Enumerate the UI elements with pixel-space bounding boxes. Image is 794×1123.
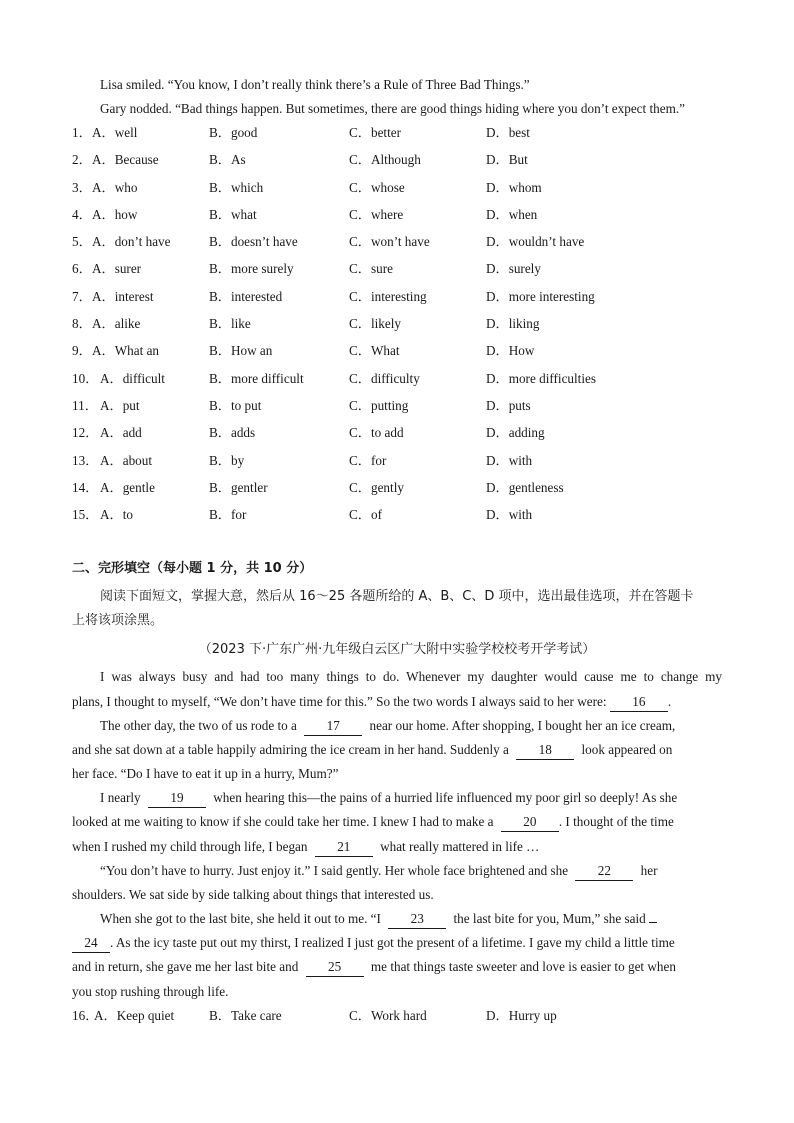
option-a: A．surer: [92, 261, 142, 277]
option-b: B．which: [209, 179, 264, 195]
option-a: A．alike: [92, 316, 141, 332]
option-d: D．liking: [486, 316, 540, 332]
option-c: C．Work hard: [349, 1008, 427, 1023]
option-a: A．about: [100, 452, 153, 468]
passage-line: and in return, she gave me her last bite and 25 me that things taste sweeter and love is easier to get when: [72, 955, 722, 979]
intro-line-1: Lisa smiled. “You know, I don’t really think there’s a Rule of Three Bad Things.”: [100, 77, 530, 92]
passage-line: The other day, the two of us rode to a 17 near our home. After shopping, I bought her an ice cream,: [100, 714, 750, 738]
option-row: [72, 285, 722, 312]
option-b: B．more difficult: [209, 370, 304, 386]
question-number: 14．: [72, 479, 99, 495]
passage-line: When she got to the last bite, she held it out to me. “I 23 the last bite for you, Mum,” she said: [100, 907, 750, 931]
option-row: [72, 394, 722, 421]
option-a: A．Keep quiet: [94, 1008, 175, 1023]
blank-22: 22: [575, 862, 633, 881]
option-a: A．interest: [92, 288, 154, 304]
blank-17: 17: [304, 717, 362, 736]
option-c: C．sure: [349, 261, 393, 277]
option-b: B．like: [209, 316, 251, 332]
option-c: C．Although: [349, 152, 421, 168]
option-d: D．surely: [486, 261, 541, 277]
option-a: A．who: [92, 179, 138, 195]
passage-line: her face. “Do I have to eat it up in a hurry, Mum?”: [72, 766, 339, 781]
option-b: B．more surely: [209, 261, 294, 277]
question-number: 7．: [72, 288, 92, 304]
option-b: B．doesn’t have: [209, 234, 298, 250]
blank-18: 18: [516, 741, 574, 760]
question-number: 11．: [72, 397, 98, 413]
option-row: [72, 203, 722, 230]
question-number: 13．: [72, 452, 99, 468]
option-row: [72, 367, 722, 394]
blank-25: 25: [306, 958, 364, 977]
option-d: D．when: [486, 206, 538, 222]
option-b: B．by: [209, 452, 245, 468]
option-row: [72, 476, 722, 503]
option-row: [72, 503, 722, 530]
option-a: A．well: [92, 125, 138, 140]
option-c: C．whose: [349, 179, 405, 195]
option-c: C．of: [349, 507, 382, 523]
option-d: D．Hurry up: [486, 1008, 557, 1023]
option-b: B．As: [209, 152, 246, 168]
option-row: [72, 230, 722, 257]
option-b: B．what: [209, 206, 257, 222]
passage-line: 24 . As the icy taste put out my thirst, I realized I just got the present of a lifetime. I gave my child a little time: [72, 931, 722, 955]
option-row: [72, 449, 722, 476]
option-c: C．better: [349, 125, 402, 140]
passage-line: and she sat down at a table happily admiring the ice cream in her hand. Suddenly a 18 look appeared on: [72, 738, 722, 762]
instruction-line-2: 上将该项涂黑。: [72, 613, 164, 628]
option-a: A．Because: [92, 152, 159, 168]
option-b: B．Take care: [209, 1008, 282, 1023]
option-b: B．to put: [209, 397, 262, 413]
question-number: 1．: [72, 125, 92, 140]
passage-line: I nearly 19 when hearing this—the pains of a hurried life influenced my poor girl so deeply! As she: [100, 786, 750, 810]
option-a: A．difficult: [100, 370, 165, 386]
question-16-options: [72, 1004, 722, 1028]
blank-16: 16: [610, 693, 668, 712]
question-number: 10．: [72, 370, 99, 386]
blank-19: 19: [148, 789, 206, 808]
blank-21: 21: [315, 838, 373, 857]
option-d: D．with: [486, 507, 533, 523]
source-note: （2023 下·广东广州·九年级白云区广大附中实验学校校考开学考试）: [198, 642, 596, 657]
passage-line: looked at me waiting to know if she could take her time. I knew I had to make a 20 . I thought of the time: [72, 810, 722, 834]
option-c: C．to add: [349, 425, 404, 441]
question-number: 9．: [72, 343, 92, 359]
question-number: 2．: [72, 152, 92, 168]
option-c: C．interesting: [349, 288, 427, 304]
option-d: D．adding: [486, 425, 545, 441]
option-d: D．wouldn’t have: [486, 234, 585, 250]
option-c: C．What: [349, 343, 400, 359]
blank-20: 20: [501, 813, 559, 832]
question-number: 3．: [72, 179, 92, 195]
option-c: C．putting: [349, 397, 409, 413]
option-a: A．to: [100, 507, 133, 523]
option-a: A．put: [100, 397, 140, 413]
option-row: [72, 312, 722, 339]
option-b: B．How an: [209, 343, 273, 359]
blank-23: 23: [388, 910, 446, 929]
option-b: B．for: [209, 507, 247, 523]
option-row: [72, 148, 722, 175]
passage-line: when I rushed my child through life, I began 21 what really mattered in life …: [72, 835, 722, 859]
question-number: 4．: [72, 206, 92, 222]
question-number: 12．: [72, 425, 99, 441]
options-list: [72, 121, 722, 530]
passage-line: “You don’t have to hurry. Just enjoy it.” I said gently. Her whole face brightened and she 22 her: [100, 859, 750, 883]
option-row: [72, 257, 722, 284]
option-c: C．where: [349, 206, 404, 222]
option-b: B．gentler: [209, 479, 268, 495]
option-row: [72, 121, 722, 148]
option-a: A．add: [100, 425, 142, 441]
option-c: C．difficulty: [349, 370, 420, 386]
option-d: D．more interesting: [486, 288, 595, 304]
blank-24: 24: [72, 934, 110, 953]
passage-line: I was always busy and had too many things to do. Whenever my daughter would cause me to change my: [100, 669, 722, 684]
option-c: C．likely: [349, 316, 402, 332]
passage-line: you stop rushing through life.: [72, 984, 229, 999]
option-a: A．how: [92, 206, 138, 222]
option-c: C．won’t have: [349, 234, 430, 250]
passage-line: shoulders. We sat side by side talking about things that interested us.: [72, 887, 434, 902]
option-row: [72, 421, 722, 448]
option-d: D．How: [486, 343, 535, 359]
option-b: B．interested: [209, 288, 283, 304]
option-d: D．puts: [486, 397, 531, 413]
intro-line-2: Gary nodded. “Bad things happen. But sometimes, there are good things hiding where you don’t expect them.”: [100, 101, 686, 116]
question-number: 15．: [72, 507, 99, 523]
option-a: A．gentle: [100, 479, 155, 495]
option-d: D．with: [486, 452, 533, 468]
passage-line: plans, I thought to myself, “We don’t have time for this.” So the two words I always said to her were: 16 .: [72, 690, 722, 714]
question-number: 5．: [72, 234, 92, 250]
option-d: D．gentleness: [486, 479, 564, 495]
instruction-line-1: 阅读下面短文，掌握大意，然后从 16～25 各题所给的 A、B、C、D 项中，选出最佳选项，并在答题卡: [100, 589, 694, 604]
question-number: 6．: [72, 261, 92, 277]
option-c: C．gently: [349, 479, 404, 495]
option-d: D．But: [486, 152, 528, 168]
option-d: D．more difficulties: [486, 370, 596, 386]
option-d: D．best: [486, 125, 530, 140]
option-row: [72, 176, 722, 203]
question-number: 16．: [72, 1008, 99, 1023]
option-b: B．adds: [209, 425, 256, 441]
option-d: D．whom: [486, 179, 542, 195]
option-c: C．for: [349, 452, 387, 468]
section-heading: 二、完形填空（每小题 1 分，共 10 分）: [72, 561, 313, 576]
option-a: A．What an: [92, 343, 160, 359]
option-row: [72, 339, 722, 366]
option-a: A．don’t have: [92, 234, 171, 250]
option-b: B．good: [209, 125, 258, 140]
question-number: 8．: [72, 316, 92, 332]
